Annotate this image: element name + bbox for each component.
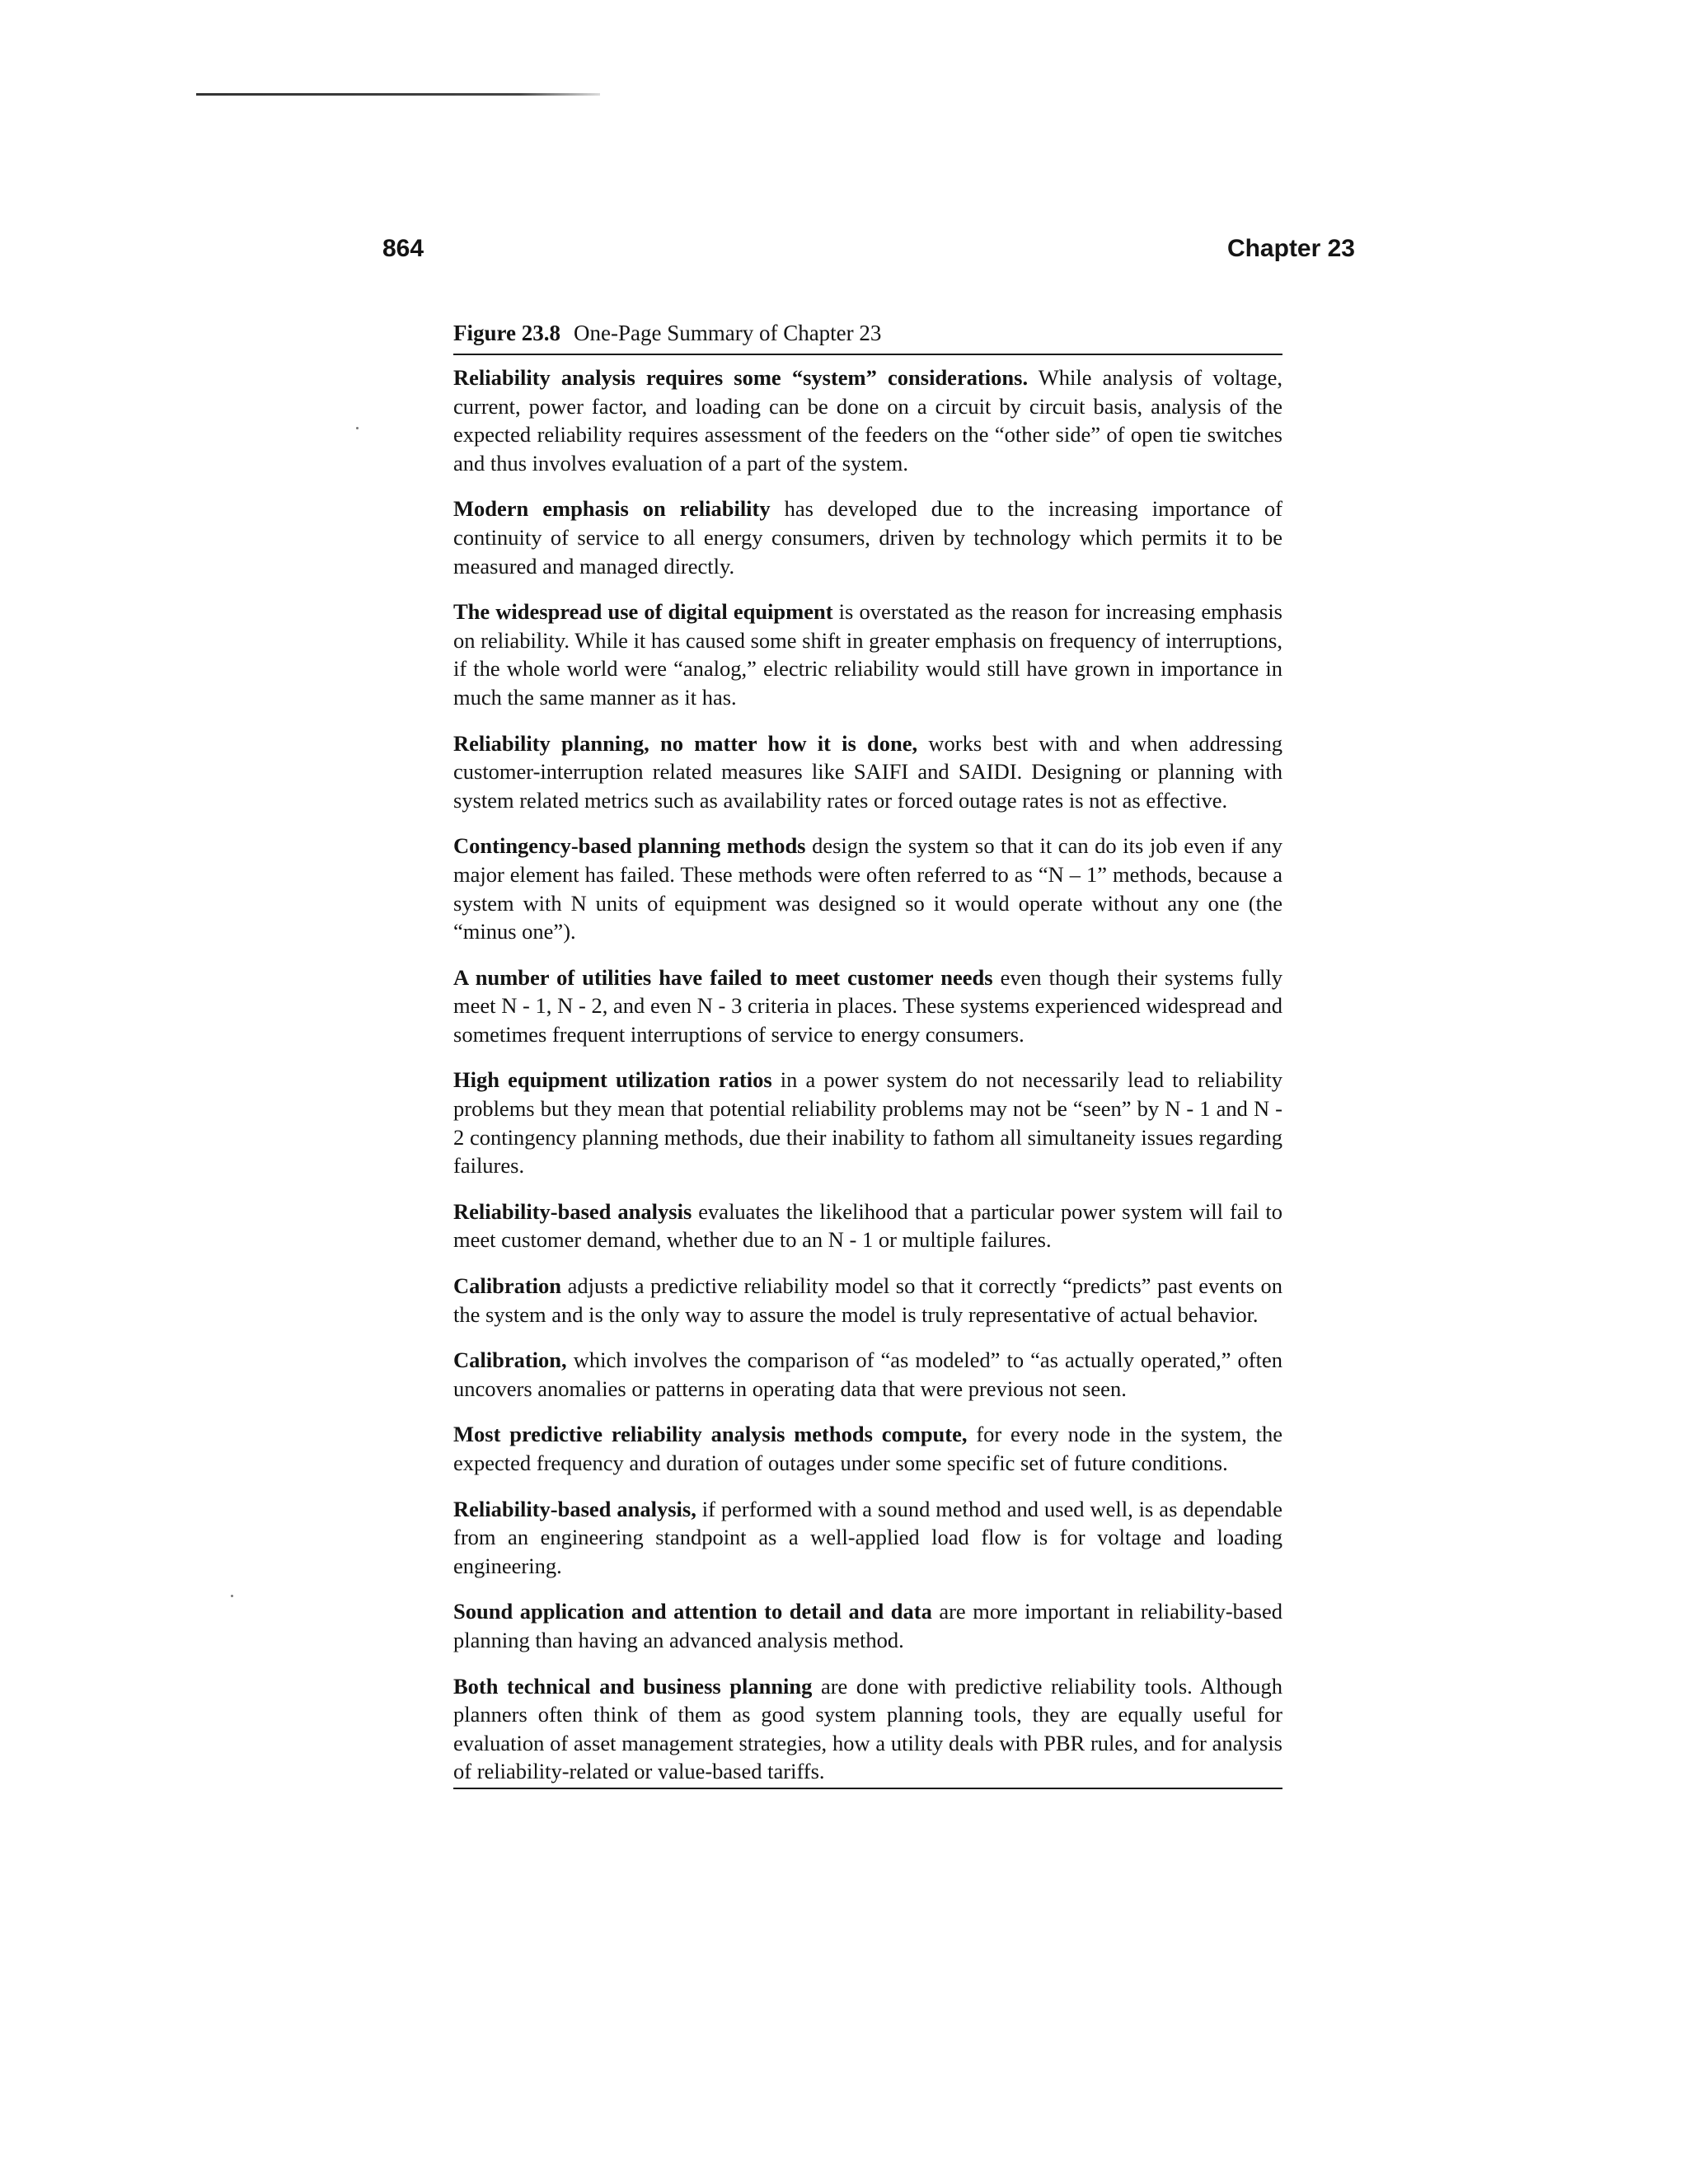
- scan-speck: [231, 1595, 233, 1597]
- paragraph-text: are more important in reliability-based planning than having an advanced analysis method.: [453, 1599, 1282, 1652]
- paragraph-lead: Both technical and business planning: [453, 1673, 813, 1699]
- paragraph-text: evaluates the likelihood that a particular power system will fail to meet customer demand, whether due to an N - 1 or multiple failures.: [453, 1198, 1282, 1253]
- page-number: 864: [382, 235, 424, 262]
- summary-paragraph: [453, 729, 1282, 815]
- paragraph-lead: Calibration,: [453, 1347, 567, 1373]
- summary-body: [453, 355, 1282, 1786]
- paragraph-lead: Most predictive reliability analysis methods compute,: [453, 1422, 968, 1447]
- paragraph-text: has developed due to the increasing importance of continuity of service to all energy consumers, driven by technology which permits it to be measured and managed directly.: [453, 496, 1282, 579]
- paragraph-lead: A number of utilities have failed to meet customer needs: [453, 964, 993, 990]
- summary-paragraph: [453, 1672, 1282, 1786]
- summary-paragraph: [453, 598, 1282, 711]
- paragraph-lead: Reliability-based analysis,: [453, 1496, 696, 1521]
- summary-paragraph: [453, 1597, 1282, 1654]
- paragraph-text: adjusts a predictive reliability model so that it correctly “predicts” past events on the system and is the only way to assure the model is truly representative of actual behavior.: [453, 1273, 1282, 1327]
- paragraph-text: in a power system do not necessarily lead to reliability problems but they mean that potential reliability problems may not be “seen” by N - 1 and N - 2 contingency planning methods, due their inability to fathom all simultaneity issues regarding failures.: [453, 1067, 1282, 1179]
- paragraph-text: for every node in the system, the expected frequency and duration of outages under some specific set of future conditions.: [453, 1422, 1283, 1475]
- summary-paragraph: [453, 494, 1282, 580]
- paragraph-text: works best with and when addressing customer-interruption related measures like SAIFI and SAIDI. Designing or planning with system related metrics such as availability rates or forced outage rates is not as effective.: [453, 730, 1283, 813]
- figure-caption: [453, 316, 1282, 355]
- paragraph-lead: Reliability-based analysis: [453, 1198, 692, 1224]
- paragraph-text: if performed with a sound method and used well, is as dependable from an engineering standpoint as a well-applied load flow is for voltage and loading engineering.: [453, 1496, 1282, 1578]
- summary-paragraph: [453, 1346, 1282, 1403]
- paragraph-lead: High equipment utilization ratios: [453, 1067, 772, 1093]
- figure-caption-text: One-Page Summary of Chapter 23: [574, 321, 882, 345]
- paragraph-lead: Contingency-based planning methods: [453, 833, 806, 859]
- paragraph-lead: Calibration: [453, 1273, 562, 1299]
- paragraph-lead: Reliability analysis requires some “system” considerations.: [453, 365, 1029, 390]
- summary-paragraph: [453, 1272, 1282, 1329]
- summary-paragraph: [453, 363, 1282, 477]
- figure-label: Figure 23.8: [453, 321, 560, 345]
- summary-paragraph: [453, 1066, 1282, 1179]
- chapter-label: Chapter 23: [1226, 235, 1355, 262]
- running-head: [382, 235, 1355, 268]
- summary-paragraph: [453, 1495, 1282, 1581]
- figure-bottom-rule: [453, 1788, 1282, 1789]
- summary-paragraph: [453, 832, 1282, 945]
- paragraph-text: even though their systems fully meet N - 1, N - 2, and even N - 3 criteria in places. These systems experienced widespread and sometimes frequent interruptions of service to energy consumers.: [453, 964, 1282, 1047]
- summary-paragraph: [453, 1420, 1282, 1477]
- summary-paragraph: [453, 963, 1282, 1049]
- paragraph-text: While analysis of voltage, current, power factor, and loading can be done on a circuit by circuit basis, analysis of the expected reliability requires assessment of the feeders on the “other side” of open tie switches and thus involves evaluation of a part of the system.: [453, 365, 1283, 476]
- paragraph-text: design the system so that it can do its job even if any major element has failed. These methods were often referred to as “N – 1” methods, because a system with N units of equipment was designed so it would operate without any one (the “minus one”).: [453, 833, 1282, 944]
- paragraph-text: are done with predictive reliability tools. Although planners often think of them as good system planning tools, they are equally useful for evaluation of asset management strategies, how a utility deals with PBR rules, and for analysis of reliability-related or value-based tariffs.: [453, 1673, 1282, 1784]
- summary-paragraph: [453, 1197, 1282, 1254]
- paragraph-lead: Sound application and attention to detail and data: [453, 1599, 932, 1624]
- scan-speck: [356, 427, 359, 429]
- scan-artifact-rule: [196, 93, 600, 96]
- paragraph-text: is overstated as the reason for increasing emphasis on reliability. While it has caused some shift in greater emphasis on frequency of interruptions, if the whole world were “analog,” electric reliability would still have grown in importance in much the same manner as it has.: [453, 599, 1282, 710]
- paragraph-lead: Reliability planning, no matter how it is done,: [453, 730, 918, 756]
- paragraph-lead: The widespread use of digital equipment: [453, 599, 833, 625]
- paragraph-lead: Modern emphasis on reliability: [453, 496, 771, 522]
- figure-summary-box: [453, 316, 1282, 1789]
- paragraph-text: which involves the comparison of “as modeled” to “as actually operated,” often uncovers anomalies or patterns in operating data that were previous not seen.: [453, 1347, 1282, 1401]
